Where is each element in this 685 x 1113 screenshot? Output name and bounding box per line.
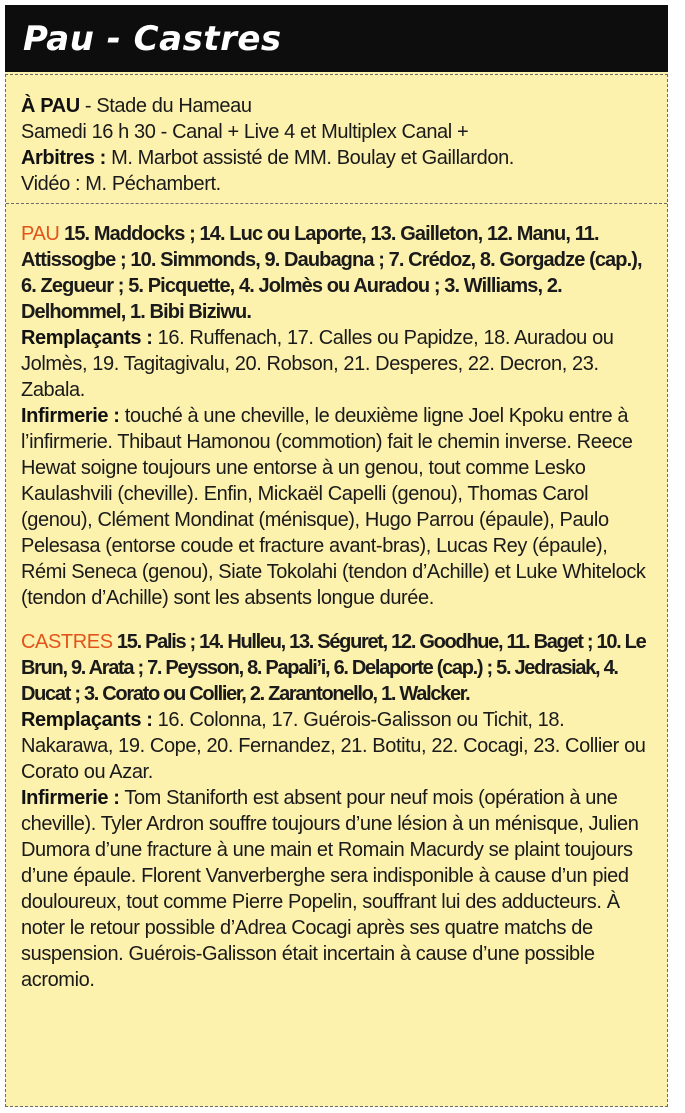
pau-lineup xyxy=(21,221,653,325)
pau-subs-label: Remplaçants : xyxy=(21,327,153,349)
venue-line xyxy=(21,93,653,119)
venue-label: À PAU xyxy=(21,95,80,117)
castres-injuries-label: Infirmerie : xyxy=(21,787,120,809)
castres-subs: 16. Colonna, 17. Guérois-Galisson ou Tichit, 18. Nakarawa, 19. Cope, 20. Fernandez, 21. Botitu, 22. Cocagi, 23. Collier ou Corato ou Azar. xyxy=(21,709,646,783)
pau-subs: 16. Ruffenach, 17. Calles ou Papidze, 18. Auradou ou Jolmès, 19. Tagitagivalu, 20. Robson, 21. Desperes, 22. Decron, 23. Zabala. xyxy=(21,327,614,401)
pau-injuries xyxy=(21,403,653,611)
castres-lineup xyxy=(21,629,653,707)
match-card xyxy=(5,5,668,1107)
referees-line xyxy=(21,145,653,171)
content-frame xyxy=(5,74,668,1107)
pau-injuries-label: Infirmerie : xyxy=(21,405,120,427)
castres-team-name: CASTRES xyxy=(21,631,113,653)
video-line: Vidéo : M. Péchambert. xyxy=(21,173,221,195)
title-bar xyxy=(5,5,668,72)
match-info xyxy=(6,75,667,203)
pau-team-name: PAU xyxy=(21,223,60,245)
castres-subs-label: Remplaçants : xyxy=(21,709,153,731)
castres-players: 15. Palis ; 14. Hulleu, 13. Séguret, 12. Goodhue, 11. Baget ; 10. Le Brun, 9. Arata ; 7. Peysson, 8. Papali’i, 6. Delaporte (cap.) ; 5. Jedrasiak, 4. Ducat ; 3. Corato ou Collier, 2. Zarantonello, 1. Walcker. xyxy=(21,631,646,705)
castres-substitutes xyxy=(21,707,653,785)
referees-label: Arbitres : xyxy=(21,147,106,169)
pau-players: 15. Maddocks ; 14. Luc ou Laporte, 13. Gailleton, 12. Manu, 11. Attissogbe ; 10. Simmonds, 9. Daubagna ; 7. Crédoz, 8. Gorgadze (cap.), 6. Zegueur ; 5. Picquette, 4. Jolmès ou Auradou ; 3. Williams, 2. Delhommel, 1. Bibi Biziwu. xyxy=(21,223,642,323)
castres-injuries-text: Tom Staniforth est absent pour neuf mois (opération à une cheville). Tyler Ardron souffre toujours d’une lésion à un ménisque, Julien Dumora d’une fracture à une main et Romain Macurdy se plaint toujours d’une épaule. Florent Vanverberghe sera indisponible à cause d’un pied douloureux, tout comme Pierre Popelin, souffrant lui des adducteurs. À noter le retour possible d’Adrea Cocagi après ses quatre matchs de suspension. Guérois-Galisson était incertain à cause d’une possible acromio. xyxy=(21,787,639,991)
pau-substitutes xyxy=(21,325,653,403)
broadcast-line: Samedi 16 h 30 - Canal + Live 4 et Multiplex Canal + xyxy=(21,121,469,143)
referees: M. Marbot assisté de MM. Boulay et Gaillardon. xyxy=(105,147,514,169)
castres-injuries xyxy=(21,785,653,993)
pau-injuries-text: touché à une cheville, le deuxième ligne Joel Kpoku entre à l’infirmerie. Thibaut Hamonou (commotion) fait le chemin inverse. Reece Hewat soigne toujours une entorse à un genou, tout comme Lesko Kaulashvili (cheville). Enfin, Mickaël Capelli (genou), Thomas Carol (genou), Clément Mondinat (ménisque), Hugo Parrou (épaule), Paulo Pelesasa (entorse coude et fracture avant-bras), Lucas Rey (épaule), Rémi Seneca (genou), Siate Tokolahi (tendon d’Achille) et Luke Whitelock (tendon d’Achille) sont les absents longue durée. xyxy=(21,405,646,609)
venue: - Stade du Hameau xyxy=(79,95,252,117)
castres-section xyxy=(6,611,667,993)
match-title: Pau - Castres xyxy=(23,18,282,59)
pau-section xyxy=(6,204,667,611)
